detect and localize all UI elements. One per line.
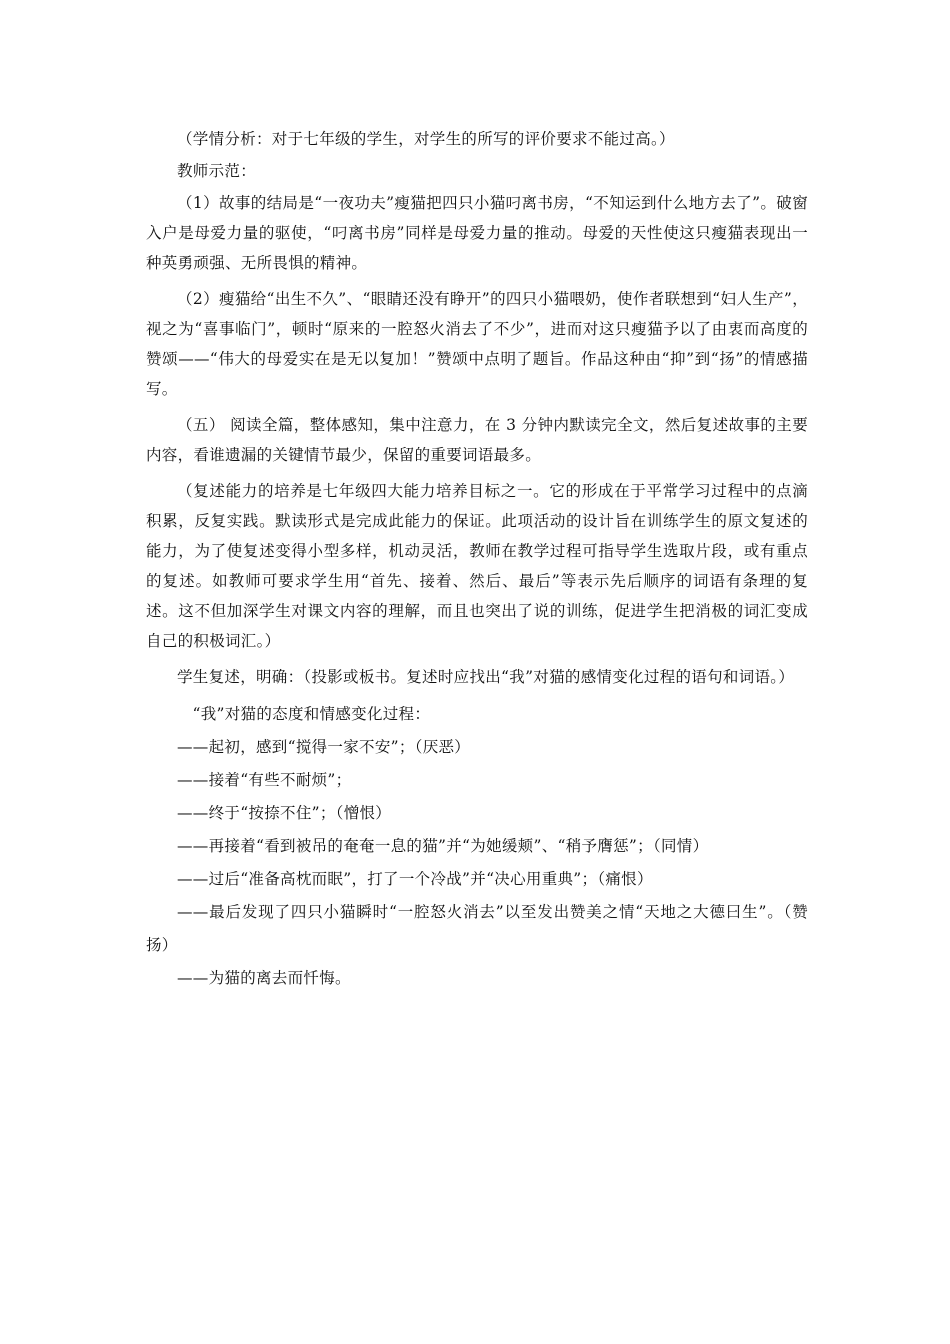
paragraph-learning-analysis: （学情分析：对于七年级的学生，对学生的所写的评价要求不能过高。） <box>177 130 675 148</box>
list-item: ——终于“按捺不住”；（憎恨） <box>177 804 392 822</box>
list-item: ——为猫的离去而忏悔。 <box>177 969 351 987</box>
paragraph-demo-2: （2）瘦猫给“出生不久”、“眼睛还没有睁开”的四只小猫喂奶，使作者联想到“妇人生产”，视之为“喜事临门”，顿时“原来的一腔怒火消去了不少”，进而对这只瘦猫予以了由衷而高度的赞颂——“伟大的母爱实在是无以复加！”赞颂中点明了题旨。作品这种由“抑”到“扬”的情感描写。 <box>146 290 808 398</box>
list-item: ——起初，感到“搅得一家不安”；（厌恶） <box>177 738 471 756</box>
list-title: “我”对猫的态度和情感变化过程： <box>192 705 431 723</box>
list-item: ——接着“有些不耐烦”； <box>177 771 352 789</box>
list-item: ——过后“准备高枕而眠”，打了一个冷战”并“决心用重典”；（痛恨） <box>177 870 653 888</box>
paragraph-section-five: （五） 阅读全篇，整体感知，集中注意力，在 3 分钟内默读完全文，然后复述故事的主要内容，看谁遗漏的关键情节最少，保留的重要词语最多。 <box>146 416 808 464</box>
paragraph-demo-1: （1）故事的结局是“一夜功夫”瘦猫把四只小猫叼离书房，“不知运到什么地方去了”。破窗入户是母爱力量的驱使，“叼离书房”同样是母爱力量的推动。母爱的天性使这只瘦猫表现出一种英勇顽强、无所畏惧的精神。 <box>146 194 808 272</box>
emotion-change-list <box>146 698 808 995</box>
paragraph-student-retelling: 学生复述，明确：（投影或板书。复述时应找出“我”对猫的感情变化过程的语句和词语。） <box>177 668 795 686</box>
list-item: ——再接着“看到被吊的奄奄一息的猫”并“为她缓颊”、“稍予膺惩”；（同情） <box>177 837 709 855</box>
list-item: ——最后发现了四只小猫瞬时“一腔怒火消去”以至发出赞美之情“天地之大德曰生”。（赞扬） <box>146 903 808 954</box>
document-body <box>146 124 808 995</box>
paragraph-retelling-note: （复述能力的培养是七年级四大能力培养目标之一。它的形成在于平常学习过程中的点滴积累，反复实践。默读形式是完成此能力的保证。此项活动的设计旨在训练学生的原文复述的能力，为了使复述变得小型多样，机动灵活，教师在教学过程可指导学生选取片段，或有重点的复述。如教师可要求学生用“首先、接着、然后、最后”等表示先后顺序的词语有条理的复述。这不但加深学生对课文内容的理解，而且也突出了说的训练，促进学生把消极的词汇变成自己的积极词汇。） <box>146 482 808 650</box>
paragraph-teacher-demo-heading: 教师示范： <box>177 162 257 180</box>
